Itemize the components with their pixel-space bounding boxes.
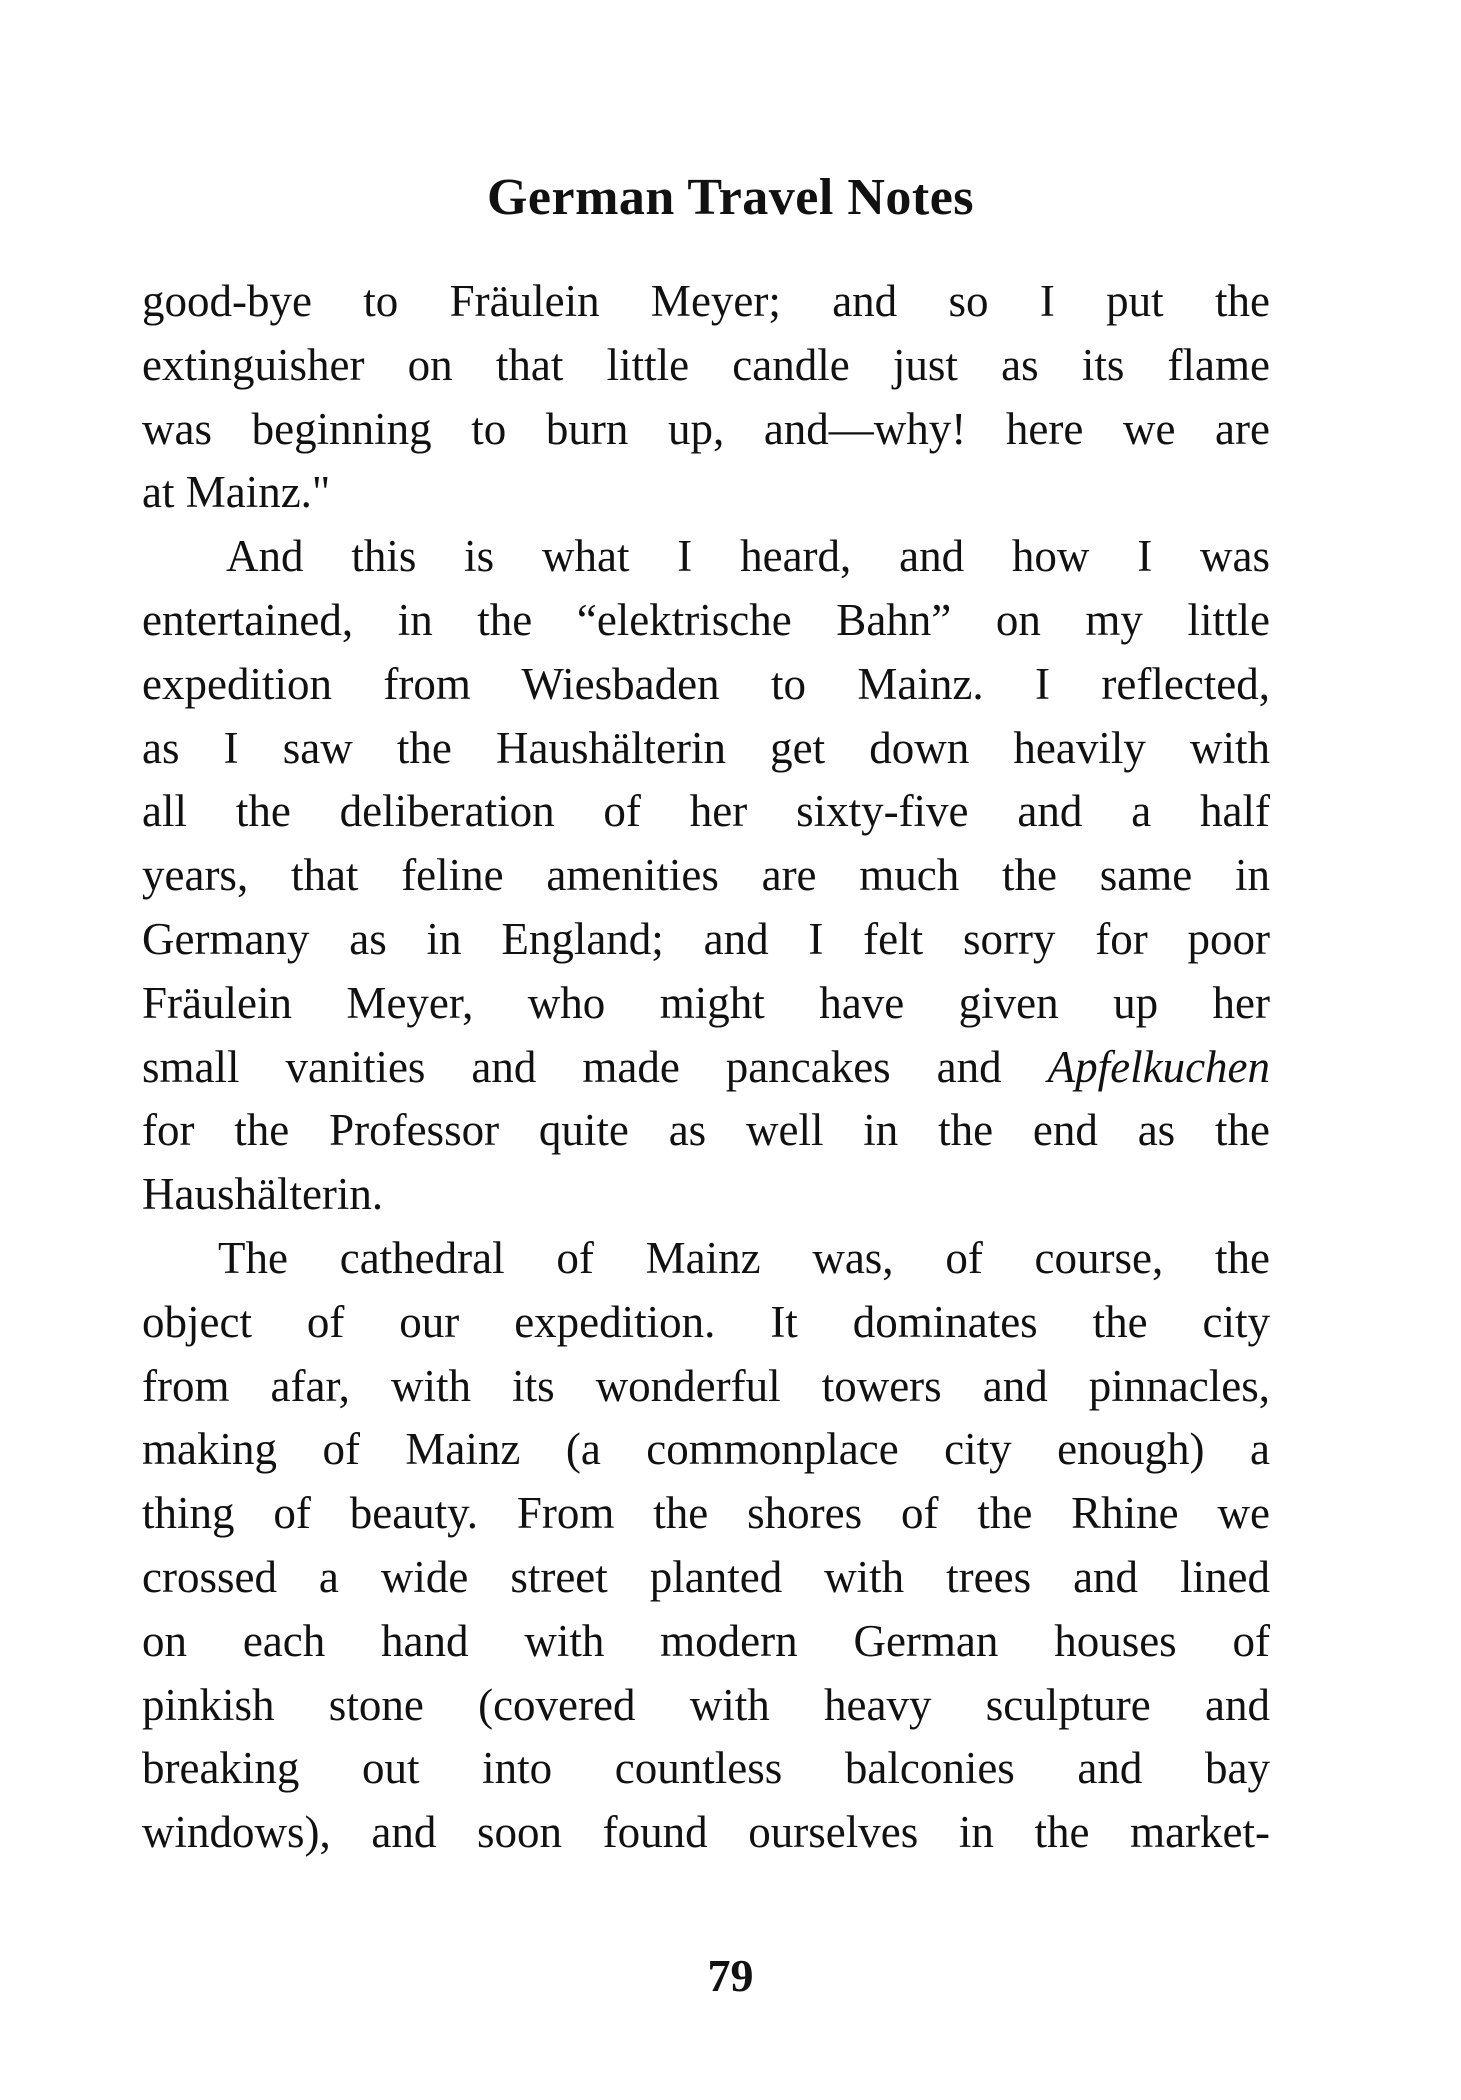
text-line: breaking out into countless balconies and bay [142,1743,1270,1794]
text-line: Germany as in England; and I felt sorry for poor [142,913,1270,964]
text-line: thing of beauty. From the shores of the Rhine we [142,1488,1270,1539]
text-line: on each hand with modern German houses of [142,1615,1270,1666]
paragraph-3 [142,1227,1270,1865]
text-line: at Mainz." [142,467,331,518]
text-line: from afar, with its wonderful towers and pinnacles, [142,1360,1270,1411]
paragraph-2 [142,525,1270,1227]
line-text: small vanities and made pancakes and [142,1041,1002,1092]
page-body [142,270,1270,1865]
text-line: Haushälterin. [142,1169,384,1220]
text-line: as I saw the Haushälterin get down heavily with [142,722,1270,773]
text-line: extinguisher on that little candle just as its flame [142,339,1270,390]
text-line: pinkish stone (covered with heavy sculpture and [142,1679,1270,1730]
text-line: And this is what I heard, and how I was [226,531,1270,582]
text-line: crossed a wide street planted with trees and lined [142,1551,1270,1602]
text-line: entertained, in the “elektrische Bahn” on my little [142,594,1270,645]
text-line: windows), and soon found ourselves in the market- [142,1807,1270,1858]
text-line: for the Professor quite as well in the end as the [142,1105,1270,1156]
text-line: expedition from Wiesbaden to Mainz. I reflected, [142,658,1270,709]
text-line: was beginning to burn up, and—why! here we are [142,403,1270,454]
text-line: all the deliberation of her sixty-five and a half [142,786,1270,837]
running-head: German Travel Notes [486,169,975,226]
text-line: The cathedral of Mainz was, of course, the [218,1232,1270,1283]
paragraph-1 [142,270,1270,525]
text-line: years, that feline amenities are much the same in [142,850,1270,901]
text-line-with-italic [142,1036,1270,1100]
page-number: 79 [707,1950,754,2001]
text-line: good-bye to Fräulein Meyer; and so I put the [142,276,1270,326]
text-line: making of Mainz (a commonplace city enough) a [142,1424,1270,1475]
italic-word: Apfelkuchen [1047,1041,1271,1092]
text-line: object of our expedition. It dominates the city [142,1296,1270,1347]
text-line: Fräulein Meyer, who might have given up her [142,977,1270,1028]
